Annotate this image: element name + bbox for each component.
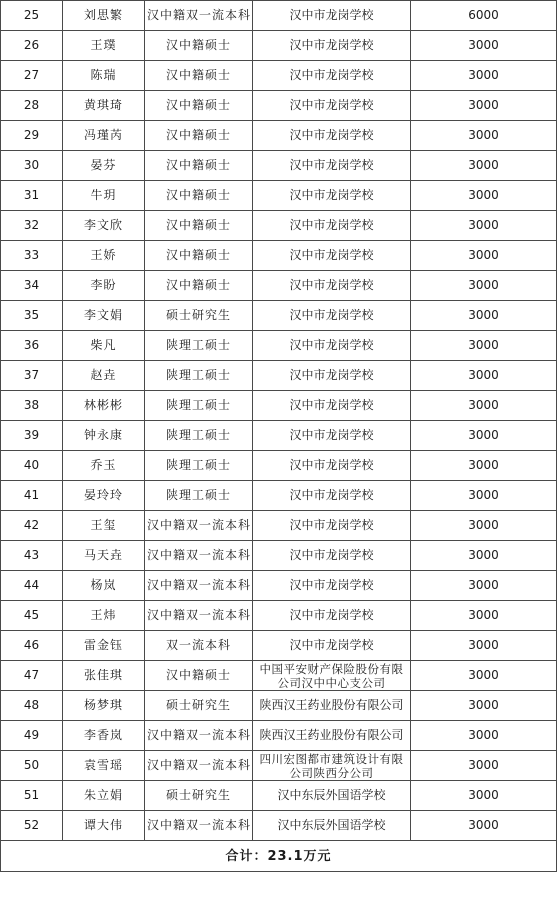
degree-type: 硕士研究生 — [145, 781, 253, 811]
degree-type: 汉中籍硕士 — [145, 91, 253, 121]
subsidy-amount: 3000 — [411, 571, 557, 601]
table-row — [1, 811, 557, 841]
degree-type: 汉中籍双一流本科 — [145, 541, 253, 571]
person-name: 林彬彬 — [63, 391, 145, 421]
employer-unit: 陕西汉王药业股份有限公司 — [253, 691, 411, 721]
row-number: 27 — [1, 61, 63, 91]
subsidy-amount: 3000 — [411, 421, 557, 451]
person-name: 柴凡 — [63, 331, 145, 361]
subsidy-amount: 3000 — [411, 211, 557, 241]
person-name: 钟永康 — [63, 421, 145, 451]
degree-type: 汉中籍硕士 — [145, 121, 253, 151]
subsidy-amount: 3000 — [411, 511, 557, 541]
row-number: 43 — [1, 541, 63, 571]
row-number: 32 — [1, 211, 63, 241]
degree-type: 汉中籍双一流本科 — [145, 751, 253, 781]
degree-type: 陕理工硕士 — [145, 361, 253, 391]
table-row — [1, 421, 557, 451]
person-name: 王璞 — [63, 31, 145, 61]
person-name: 冯瑾芮 — [63, 121, 145, 151]
row-number: 52 — [1, 811, 63, 841]
subsidy-amount: 3000 — [411, 91, 557, 121]
employer-unit: 汉中市龙岗学校 — [253, 331, 411, 361]
table-row — [1, 481, 557, 511]
degree-type: 陕理工硕士 — [145, 421, 253, 451]
employer-unit: 汉中东辰外国语学校 — [253, 811, 411, 841]
row-number: 51 — [1, 781, 63, 811]
subsidy-amount: 3000 — [411, 811, 557, 841]
row-number: 48 — [1, 691, 63, 721]
subsidy-amount: 3000 — [411, 781, 557, 811]
subsidy-amount: 3000 — [411, 751, 557, 781]
degree-type: 汉中籍硕士 — [145, 241, 253, 271]
degree-type: 汉中籍硕士 — [145, 271, 253, 301]
table-row — [1, 301, 557, 331]
subsidy-amount: 3000 — [411, 271, 557, 301]
degree-type: 汉中籍双一流本科 — [145, 811, 253, 841]
table-row — [1, 361, 557, 391]
person-name: 晏玲玲 — [63, 481, 145, 511]
employer-unit: 汉中市龙岗学校 — [253, 91, 411, 121]
subsidy-amount: 3000 — [411, 61, 557, 91]
row-number: 31 — [1, 181, 63, 211]
employer-unit: 汉中市龙岗学校 — [253, 451, 411, 481]
row-number: 41 — [1, 481, 63, 511]
degree-type: 陕理工硕士 — [145, 451, 253, 481]
subsidy-amount: 3000 — [411, 391, 557, 421]
degree-type: 汉中籍双一流本科 — [145, 571, 253, 601]
row-number: 38 — [1, 391, 63, 421]
row-number: 36 — [1, 331, 63, 361]
person-name: 李香岚 — [63, 721, 145, 751]
row-number: 40 — [1, 451, 63, 481]
person-name: 王娇 — [63, 241, 145, 271]
degree-type: 汉中籍双一流本科 — [145, 511, 253, 541]
person-name: 晏芬 — [63, 151, 145, 181]
employer-unit: 汉中市龙岗学校 — [253, 31, 411, 61]
degree-type: 汉中籍双一流本科 — [145, 1, 253, 31]
employer-unit: 汉中市龙岗学校 — [253, 271, 411, 301]
person-name: 李文欣 — [63, 211, 145, 241]
employer-unit: 汉中市龙岗学校 — [253, 481, 411, 511]
row-number: 42 — [1, 511, 63, 541]
person-name: 王炜 — [63, 601, 145, 631]
table-row — [1, 631, 557, 661]
row-number: 30 — [1, 151, 63, 181]
person-name: 牛玥 — [63, 181, 145, 211]
row-number: 29 — [1, 121, 63, 151]
subsidy-amount: 3000 — [411, 241, 557, 271]
person-name: 马天垚 — [63, 541, 145, 571]
employer-unit: 汉中市龙岗学校 — [253, 631, 411, 661]
row-number: 44 — [1, 571, 63, 601]
table-row — [1, 571, 557, 601]
subsidy-amount: 3000 — [411, 301, 557, 331]
employer-unit: 陕西汉王药业股份有限公司 — [253, 721, 411, 751]
total-text: 合计：23.1万元 — [1, 841, 557, 872]
table-row — [1, 781, 557, 811]
degree-type: 汉中籍硕士 — [145, 151, 253, 181]
person-name: 刘思繁 — [63, 1, 145, 31]
subsidy-amount: 3000 — [411, 481, 557, 511]
table-row — [1, 721, 557, 751]
person-name: 赵垚 — [63, 361, 145, 391]
employer-unit: 汉中东辰外国语学校 — [253, 781, 411, 811]
person-name: 杨岚 — [63, 571, 145, 601]
degree-type: 双一流本科 — [145, 631, 253, 661]
subsidy-amount: 3000 — [411, 451, 557, 481]
degree-type: 硕士研究生 — [145, 301, 253, 331]
employer-unit: 四川宏图都市建筑设计有限公司陕西分公司 — [253, 751, 411, 781]
employer-unit: 汉中市龙岗学校 — [253, 241, 411, 271]
subsidy-amount: 3000 — [411, 601, 557, 631]
degree-type: 汉中籍硕士 — [145, 61, 253, 91]
row-number: 25 — [1, 1, 63, 31]
row-number: 46 — [1, 631, 63, 661]
employer-unit: 汉中市龙岗学校 — [253, 421, 411, 451]
person-name: 李文娟 — [63, 301, 145, 331]
table-row — [1, 61, 557, 91]
row-number: 47 — [1, 661, 63, 691]
table-row — [1, 1, 557, 31]
subsidy-amount: 3000 — [411, 181, 557, 211]
employer-unit: 汉中市龙岗学校 — [253, 151, 411, 181]
row-number: 28 — [1, 91, 63, 121]
employer-unit: 汉中市龙岗学校 — [253, 181, 411, 211]
degree-type: 陕理工硕士 — [145, 391, 253, 421]
degree-type: 汉中籍硕士 — [145, 31, 253, 61]
table-row — [1, 271, 557, 301]
subsidy-amount: 3000 — [411, 151, 557, 181]
person-name: 张佳琪 — [63, 661, 145, 691]
employer-unit: 汉中市龙岗学校 — [253, 541, 411, 571]
degree-type: 汉中籍硕士 — [145, 661, 253, 691]
employer-unit: 汉中市龙岗学校 — [253, 601, 411, 631]
table-row — [1, 181, 557, 211]
subsidy-amount: 3000 — [411, 121, 557, 151]
degree-type: 硕士研究生 — [145, 691, 253, 721]
table-row — [1, 121, 557, 151]
person-name: 乔玉 — [63, 451, 145, 481]
person-name: 杨梦琪 — [63, 691, 145, 721]
subsidy-amount: 3000 — [411, 721, 557, 751]
table-row — [1, 31, 557, 61]
table-row — [1, 391, 557, 421]
employer-unit: 汉中市龙岗学校 — [253, 571, 411, 601]
table-row — [1, 151, 557, 181]
row-number: 49 — [1, 721, 63, 751]
row-number: 50 — [1, 751, 63, 781]
row-number: 34 — [1, 271, 63, 301]
employer-unit: 汉中市龙岗学校 — [253, 211, 411, 241]
roster-body — [1, 1, 557, 841]
row-number: 39 — [1, 421, 63, 451]
person-name: 陈瑞 — [63, 61, 145, 91]
person-name: 李盼 — [63, 271, 145, 301]
employer-unit: 汉中市龙岗学校 — [253, 1, 411, 31]
row-number: 35 — [1, 301, 63, 331]
table-row — [1, 511, 557, 541]
person-name: 雷金钰 — [63, 631, 145, 661]
employer-unit: 汉中市龙岗学校 — [253, 361, 411, 391]
employer-unit: 汉中市龙岗学校 — [253, 121, 411, 151]
degree-type: 陕理工硕士 — [145, 481, 253, 511]
table-row — [1, 331, 557, 361]
table-row — [1, 451, 557, 481]
person-name: 谭大伟 — [63, 811, 145, 841]
degree-type: 陕理工硕士 — [145, 331, 253, 361]
employer-unit: 汉中市龙岗学校 — [253, 511, 411, 541]
degree-type: 汉中籍硕士 — [145, 211, 253, 241]
row-number: 33 — [1, 241, 63, 271]
subsidy-amount: 3000 — [411, 631, 557, 661]
subsidy-amount: 3000 — [411, 31, 557, 61]
person-name: 王玺 — [63, 511, 145, 541]
total-row — [1, 841, 557, 872]
person-name: 袁雪瑶 — [63, 751, 145, 781]
table-row — [1, 91, 557, 121]
table-row — [1, 691, 557, 721]
degree-type: 汉中籍双一流本科 — [145, 721, 253, 751]
employer-unit: 汉中市龙岗学校 — [253, 301, 411, 331]
table-row — [1, 751, 557, 781]
table-row — [1, 661, 557, 691]
row-number: 45 — [1, 601, 63, 631]
degree-type: 汉中籍硕士 — [145, 181, 253, 211]
employer-unit: 汉中市龙岗学校 — [253, 391, 411, 421]
subsidy-amount: 6000 — [411, 1, 557, 31]
table-row — [1, 211, 557, 241]
person-name: 黄琪琦 — [63, 91, 145, 121]
subsidy-amount: 3000 — [411, 691, 557, 721]
subsidy-amount: 3000 — [411, 331, 557, 361]
degree-type: 汉中籍双一流本科 — [145, 601, 253, 631]
row-number: 26 — [1, 31, 63, 61]
row-number: 37 — [1, 361, 63, 391]
subsidy-amount: 3000 — [411, 361, 557, 391]
table-row — [1, 541, 557, 571]
table-row — [1, 241, 557, 271]
subsidy-amount: 3000 — [411, 661, 557, 691]
table-row — [1, 601, 557, 631]
subsidy-amount: 3000 — [411, 541, 557, 571]
employer-unit: 中国平安财产保险股份有限公司汉中中心支公司 — [253, 661, 411, 691]
employer-unit: 汉中市龙岗学校 — [253, 61, 411, 91]
person-name: 朱立娟 — [63, 781, 145, 811]
